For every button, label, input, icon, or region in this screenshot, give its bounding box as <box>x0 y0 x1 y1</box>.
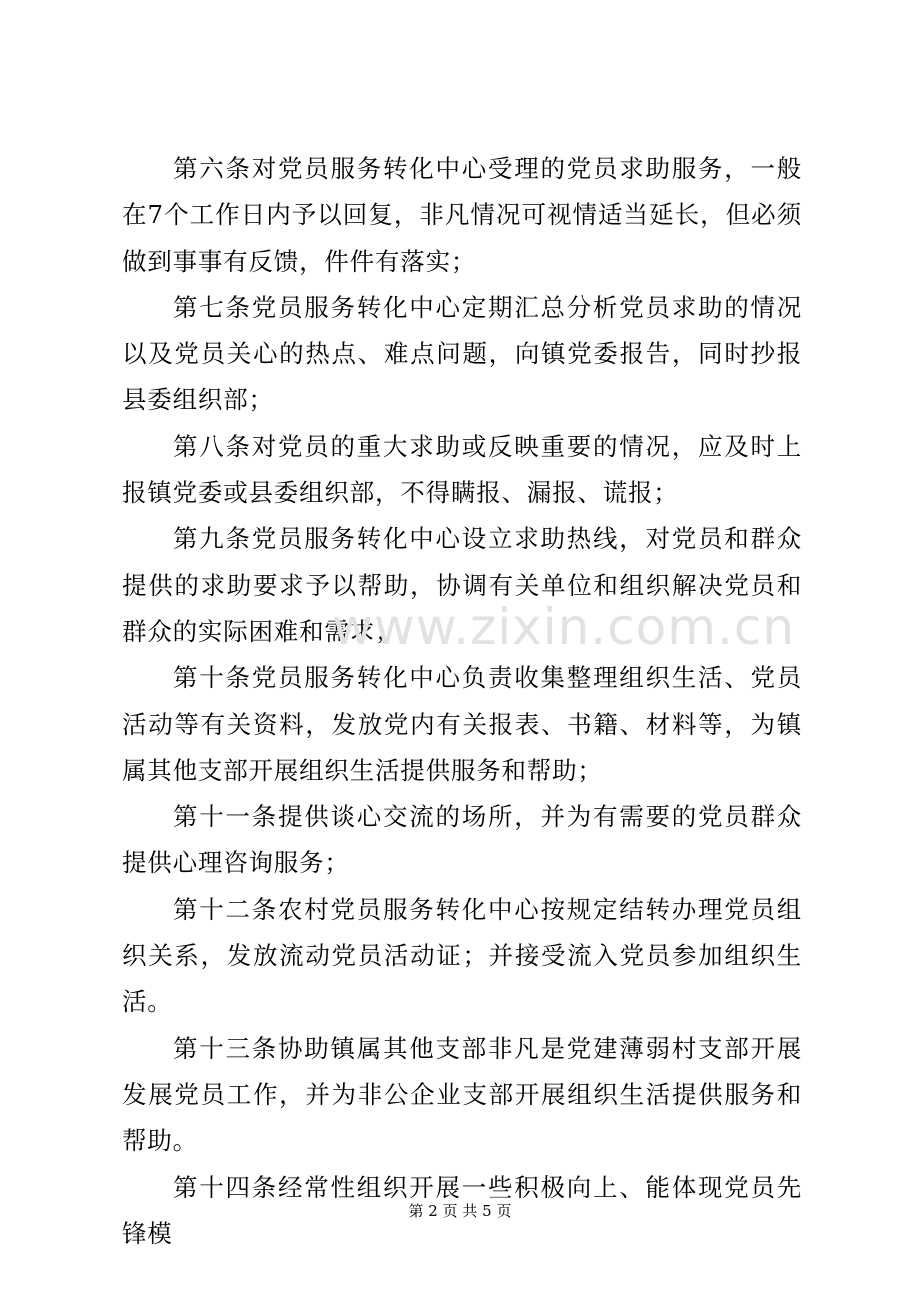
paragraph-article-9: 第九条党员服务转化中心设立求助热线，对党员和群众提供的求助要求予以帮助，协调有关单位和组织解决党员和群众的实际困难和需求； <box>122 524 802 646</box>
paragraph-article-13: 第十三条协助镇属其他支部非凡是党建薄弱村支部开展发展党员工作，并为非公企业支部开展组织生活提供服务和帮助。 <box>122 1033 802 1156</box>
watermark: www.zixin.com.cn <box>332 598 796 656</box>
paragraph-article-14: 第十四条经常性组织开展一些积极向上、能体现党员先锋模 <box>122 1172 802 1248</box>
paragraph-article-11: 第十一条提供谈心交流的场所，并为有需要的党员群众提供心理咨询服务； <box>122 802 802 878</box>
paragraph-article-7: 第七条党员服务转化中心定期汇总分析党员求助的情况以及党员关心的热点、难点问题，向镇党委报告，同时抄报县委组织部； <box>122 292 802 415</box>
paragraph-article-10: 第十条党员服务转化中心负责收集整理组织生活、党员活动等有关资料，发放党内有关报表、书籍、材料等，为镇属其他支部开展组织生活提供服务和帮助； <box>122 663 802 785</box>
paragraph-article-8: 第八条对党员的重大求助或反映重要的情况，应及时上报镇党委或县委组织部，不得瞒报、漏报、谎报； <box>122 431 802 508</box>
page-number-footer: 第 2 页 共 5 页 <box>408 1202 512 1220</box>
paragraph-article-6: 第六条对党员服务转化中心受理的党员求助服务，一般在7个工作日内予以回复，非凡情况可视情适当延长，但必须做到事事有反馈，件件有落实； <box>122 154 802 276</box>
paragraph-article-12: 第十二条农村党员服务转化中心按规定结转办理党员组织关系，发放流动党员活动证；并接受流入党员参加组织生活。 <box>122 894 802 1017</box>
document-body <box>122 146 802 1257</box>
